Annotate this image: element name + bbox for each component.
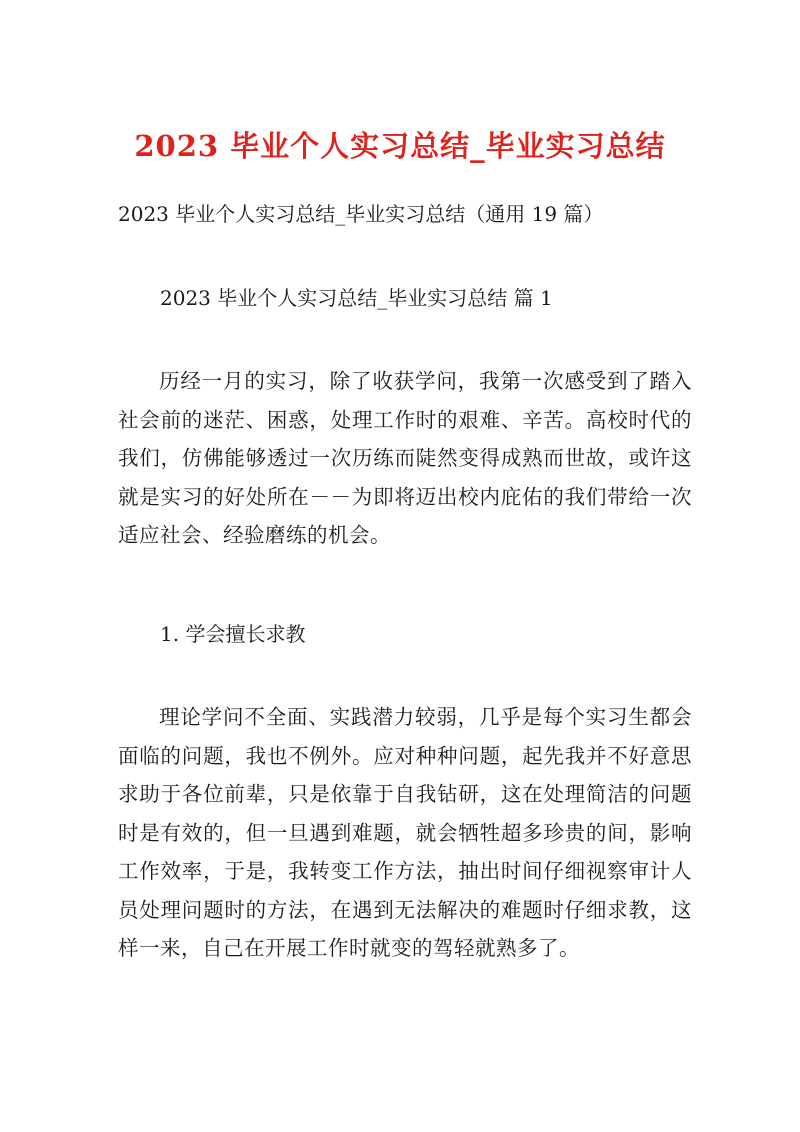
document-subtitle: 2023 毕业个人实习总结_毕业实习总结（通用 19 篇） [118,202,604,226]
body-paragraph: 理论学问不全面、实践潜力较弱，几乎是每个实习生都会面临的问题，我也不例外。应对种种问题，起先我并不好意思求助于各位前辈，只是依靠于自我钻研，这在处理简洁的问题时是有效的，但一旦遇到难题，就会牺牲超多珍贵的间，影响工作效率，于是，我转变工作方法，抽出时间仔细视察审计人员处理问题时的方法，在遇到无法解决的难题时仔细求教，这样一来，自己在开展工作时就变的驾轻就熟多了。 [118,705,692,960]
subheading: 1. 学会擅长求教 [160,622,306,646]
body-paragraph: 历经一月的实习，除了收获学问，我第一次感受到了踏入社会前的迷茫、困惑，处理工作时的艰难、辛苦。高校时代的我们，仿佛能够透过一次历练而陡然变得成熟而世故，或许这就是实习的好处所在－－为即将迈出校内庇佑的我们带给一次适应社会、经验磨练的机会。 [118,369,692,547]
section-heading: 2023 毕业个人实习总结_毕业实习总结 篇 1 [160,286,553,310]
document-title: 2023 毕业个人实习总结_毕业实习总结 [134,129,666,163]
